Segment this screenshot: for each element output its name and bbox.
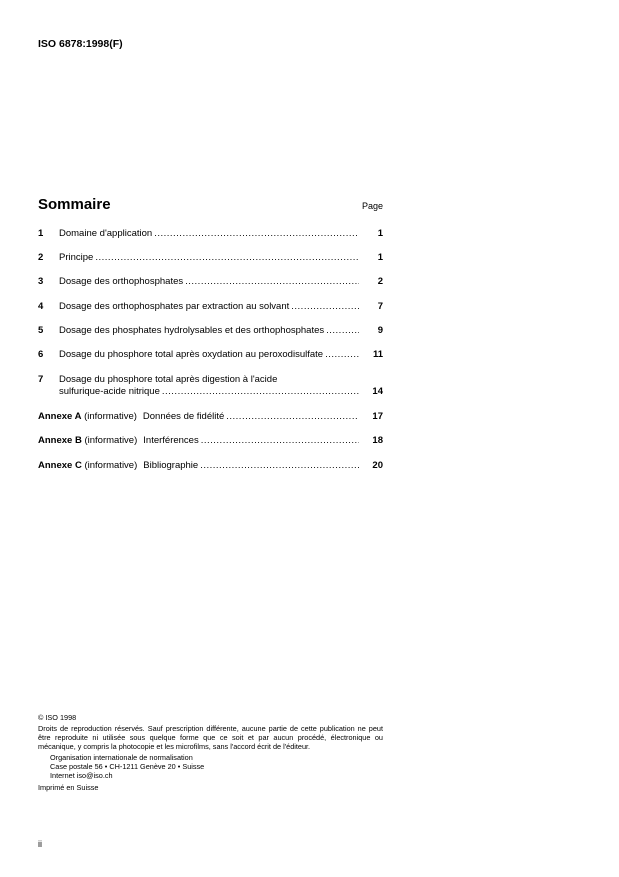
printed-in: Imprimé en Suisse	[38, 783, 99, 792]
annex-title: Interférences	[143, 435, 199, 446]
annex-kind: (informative)	[84, 435, 138, 446]
toc-entry-title-line2: sulfurique-acide nitrique	[59, 386, 160, 397]
toc-leader-dots	[154, 228, 359, 240]
toc-entry-2[interactable]	[38, 252, 383, 264]
toc-entry-title: Dosage des orthophosphates	[59, 276, 184, 287]
toc-entry-5[interactable]	[38, 325, 383, 337]
toc-entry-title: Dosage des orthophosphates par extraction au solvant	[59, 301, 290, 312]
toc-leader-dots	[162, 386, 359, 398]
toc-entry-page: 11	[372, 349, 383, 360]
toc-entry-3[interactable]	[38, 276, 383, 288]
toc-entry-6[interactable]	[38, 349, 383, 361]
document-id: ISO 6878:1998(F)	[38, 38, 123, 50]
toc-leader-dots	[95, 252, 359, 264]
annex-title: Bibliographie	[143, 460, 199, 471]
toc-leader-dots	[325, 349, 359, 361]
toc-entry-title: Dosage des phosphates hydrolysables et des orthophosphates	[59, 325, 325, 336]
toc-entry-number: 5	[38, 325, 44, 336]
internet-address: Internet iso@iso.ch	[50, 771, 113, 780]
toc-entry-page: 9	[377, 325, 383, 336]
annex-kind: (informative)	[84, 460, 138, 471]
annex-label: Annexe C	[38, 460, 82, 471]
toc-entry-number: 4	[38, 301, 44, 312]
toc-leader-dots	[185, 276, 359, 288]
toc-entry-page: 14	[372, 386, 383, 397]
toc-entry-title: Domaine d'application	[59, 228, 153, 239]
postal-address: Case postale 56 • CH-1211 Genève 20 • Suisse	[50, 762, 205, 771]
toc-entry-page: 7	[377, 301, 383, 312]
toc-leader-dots	[200, 460, 359, 472]
annex-title: Données de fidélité	[142, 411, 225, 422]
toc-entry-7[interactable]	[38, 374, 383, 398]
toc-entry-page: 17	[372, 411, 383, 422]
annex-label: Annexe A	[38, 411, 82, 422]
toc-entry-1[interactable]	[38, 228, 383, 240]
toc-annex-c[interactable]	[38, 460, 383, 472]
copyright-notice	[38, 713, 383, 792]
toc-entry-page: 2	[377, 276, 383, 287]
toc-leader-dots	[201, 435, 359, 447]
toc-entry-page: 1	[377, 252, 383, 263]
toc-entry-page: 1	[377, 228, 383, 239]
toc-entry-page: 20	[372, 460, 383, 471]
toc-annex-b[interactable]	[38, 435, 383, 447]
publisher-address	[38, 753, 383, 780]
toc-leader-dots	[226, 411, 359, 423]
toc-entry-page: 18	[372, 435, 383, 446]
toc-entry-number: 1	[38, 228, 44, 239]
toc-leader-dots	[291, 301, 359, 313]
org-name: Organisation internationale de normalisation	[50, 753, 193, 762]
page-number: ii	[38, 839, 42, 849]
copyright-line: © ISO 1998	[38, 713, 77, 722]
toc-entry-number: 3	[38, 276, 44, 287]
toc-entry-4[interactable]	[38, 301, 383, 313]
rights-text: Droits de reproduction réservés. Sauf prescription différente, aucune partie de cette publication ne peut être reproduite ni utilisée sous quelque forme que ce soit et par aucun procédé, électronique ou mécanique, y compris la photocopie et les microfilms, sans l'accord écrit de l'éditeur.	[38, 724, 383, 751]
toc-heading: Sommaire	[38, 196, 111, 213]
toc-entry-number: 6	[38, 349, 44, 360]
toc-entry-title: Principe	[59, 252, 94, 263]
annex-label: Annexe B	[38, 435, 82, 446]
toc-entry-number: 7	[38, 374, 44, 385]
toc-page-label: Page	[361, 201, 383, 211]
toc-annex-a[interactable]	[38, 411, 383, 423]
annex-kind: (informative)	[84, 411, 137, 422]
toc-entry-number: 2	[38, 252, 44, 263]
toc-leader-dots	[326, 325, 359, 337]
toc-entry-title: Dosage du phosphore total après oxydation au peroxodisulfate	[59, 349, 324, 360]
toc-entry-title-line1: Dosage du phosphore total après digestion à l'acide	[59, 374, 278, 385]
toc-heading-row	[38, 196, 383, 216]
